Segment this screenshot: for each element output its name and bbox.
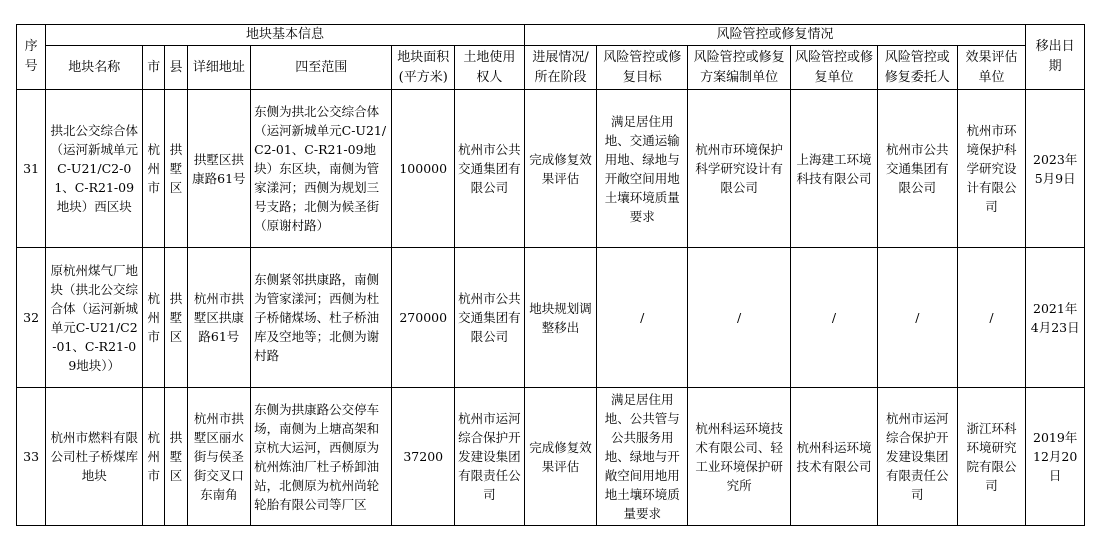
cell-repair-unit: / xyxy=(791,248,878,388)
cell-seq: 32 xyxy=(17,248,46,388)
header-control-target: 风险管控或修复目标 xyxy=(597,46,688,90)
cell-plan-unit: 杭州市环境保护科学研究设计有限公司 xyxy=(688,90,791,248)
header-plan-unit: 风险管控或修复方案编制单位 xyxy=(688,46,791,90)
header-removal-date: 移出日期 xyxy=(1026,25,1085,90)
cell-plan-unit: 杭州科运环境技术有限公司、轻工业环境保护研究所 xyxy=(688,388,791,526)
cell-progress-stage: 完成修复效果评估 xyxy=(524,388,597,526)
cell-boundaries: 东侧紧邻拱康路，南侧为管家漾河；西侧为杜子桥储煤场、杜子桥油库及空地等；北侧为谢村路 xyxy=(251,248,392,388)
cell-site-name: 拱北公交综合体（运河新城单元C-U21/C2-01、C-R21-09地块）西区块 xyxy=(46,90,143,248)
cell-address: 拱墅区拱康路61号 xyxy=(187,90,251,248)
table-row xyxy=(17,90,1085,248)
table-row xyxy=(17,388,1085,526)
table-row xyxy=(17,248,1085,388)
cell-client: / xyxy=(877,248,957,388)
cell-client: 杭州市运河综合保护开发建设集团有限责任公司 xyxy=(877,388,957,526)
cell-repair-unit: 杭州科运环境技术有限公司 xyxy=(791,388,878,526)
cell-area: 100000 xyxy=(392,90,455,248)
cell-address: 杭州市拱墅区丽水街与侯圣街交叉口东南角 xyxy=(187,388,251,526)
cell-city: 杭州市 xyxy=(143,90,165,248)
cell-land-user: 杭州市运河综合保护开发建设集团有限责任公司 xyxy=(455,388,525,526)
cell-removal-date: 2019年12月20日 xyxy=(1026,388,1085,526)
cell-land-user: 杭州市公共交通集团有限公司 xyxy=(455,248,525,388)
header-seq: 序号 xyxy=(17,25,46,90)
cell-evaluation-unit: 杭州市环境保护科学研究设计有限公司 xyxy=(957,90,1026,248)
cell-plan-unit: / xyxy=(688,248,791,388)
header-client: 风险管控或修复委托人 xyxy=(877,46,957,90)
cell-evaluation-unit: / xyxy=(957,248,1026,388)
cell-boundaries: 东侧为拱北公交综合体（运河新城单元C-U21/C2-01、C-R21-09地块）东区块，南侧为管家漾河；西侧为规划三号支路；北侧为候圣街（原谢村路） xyxy=(251,90,392,248)
cell-control-target: 满足居住用地、交通运输用地、绿地与开敞空间用地土壤环境质量要求 xyxy=(597,90,688,248)
cell-site-name: 杭州市燃料有限公司杜子桥煤库地块 xyxy=(46,388,143,526)
header-county: 县 xyxy=(165,46,187,90)
header-site-name: 地块名称 xyxy=(46,46,143,90)
cell-address: 杭州市拱墅区拱康路61号 xyxy=(187,248,251,388)
header-address: 详细地址 xyxy=(187,46,251,90)
cell-removal-date: 2021年4月23日 xyxy=(1026,248,1085,388)
cell-area: 37200 xyxy=(392,388,455,526)
cell-area: 270000 xyxy=(392,248,455,388)
cell-seq: 31 xyxy=(17,90,46,248)
cell-client: 杭州市公共交通集团有限公司 xyxy=(877,90,957,248)
cell-county: 拱墅区 xyxy=(165,90,187,248)
cell-land-user: 杭州市公共交通集团有限公司 xyxy=(455,90,525,248)
cell-site-name: 原杭州煤气厂地块（拱北公交综合体（运河新城单元C-U21/C2-01、C-R21-09地块）） xyxy=(46,248,143,388)
header-area: 地块面积(平方米) xyxy=(392,46,455,90)
cell-city: 杭州市 xyxy=(143,388,165,526)
cell-progress-stage: 地块规划调整移出 xyxy=(524,248,597,388)
header-repair-unit: 风险管控或修复单位 xyxy=(791,46,878,90)
cell-progress-stage: 完成修复效果评估 xyxy=(524,90,597,248)
cell-control-target: 满足居住用地、公共管与公共服务用地、绿地与开敞空间用地用地土壤环境质量要求 xyxy=(597,388,688,526)
cell-county: 拱墅区 xyxy=(165,248,187,388)
cell-city: 杭州市 xyxy=(143,248,165,388)
cell-repair-unit: 上海建工环境科技有限公司 xyxy=(791,90,878,248)
header-boundaries: 四至范围 xyxy=(251,46,392,90)
header-land-user: 土地使用权人 xyxy=(455,46,525,90)
cell-control-target: / xyxy=(597,248,688,388)
header-evaluation-unit: 效果评估单位 xyxy=(957,46,1026,90)
cell-seq: 33 xyxy=(17,388,46,526)
header-city: 市 xyxy=(143,46,165,90)
contaminated-sites-table xyxy=(16,24,1085,526)
header-group-risk-control: 风险管控或修复情况 xyxy=(524,25,1026,46)
cell-evaluation-unit: 浙江环科环境研究院有限公司 xyxy=(957,388,1026,526)
header-progress-stage: 进展情况/所在阶段 xyxy=(524,46,597,90)
cell-county: 拱墅区 xyxy=(165,388,187,526)
cell-removal-date: 2023年5月9日 xyxy=(1026,90,1085,248)
cell-boundaries: 东侧为拱康路公交停车场，南侧为上塘高架和京杭大运河，西侧原为杭州炼油厂杜子桥卸油站，北侧原为杭州尚轮轮胎有限公司等厂区 xyxy=(251,388,392,526)
header-group-basic-info: 地块基本信息 xyxy=(46,25,524,46)
